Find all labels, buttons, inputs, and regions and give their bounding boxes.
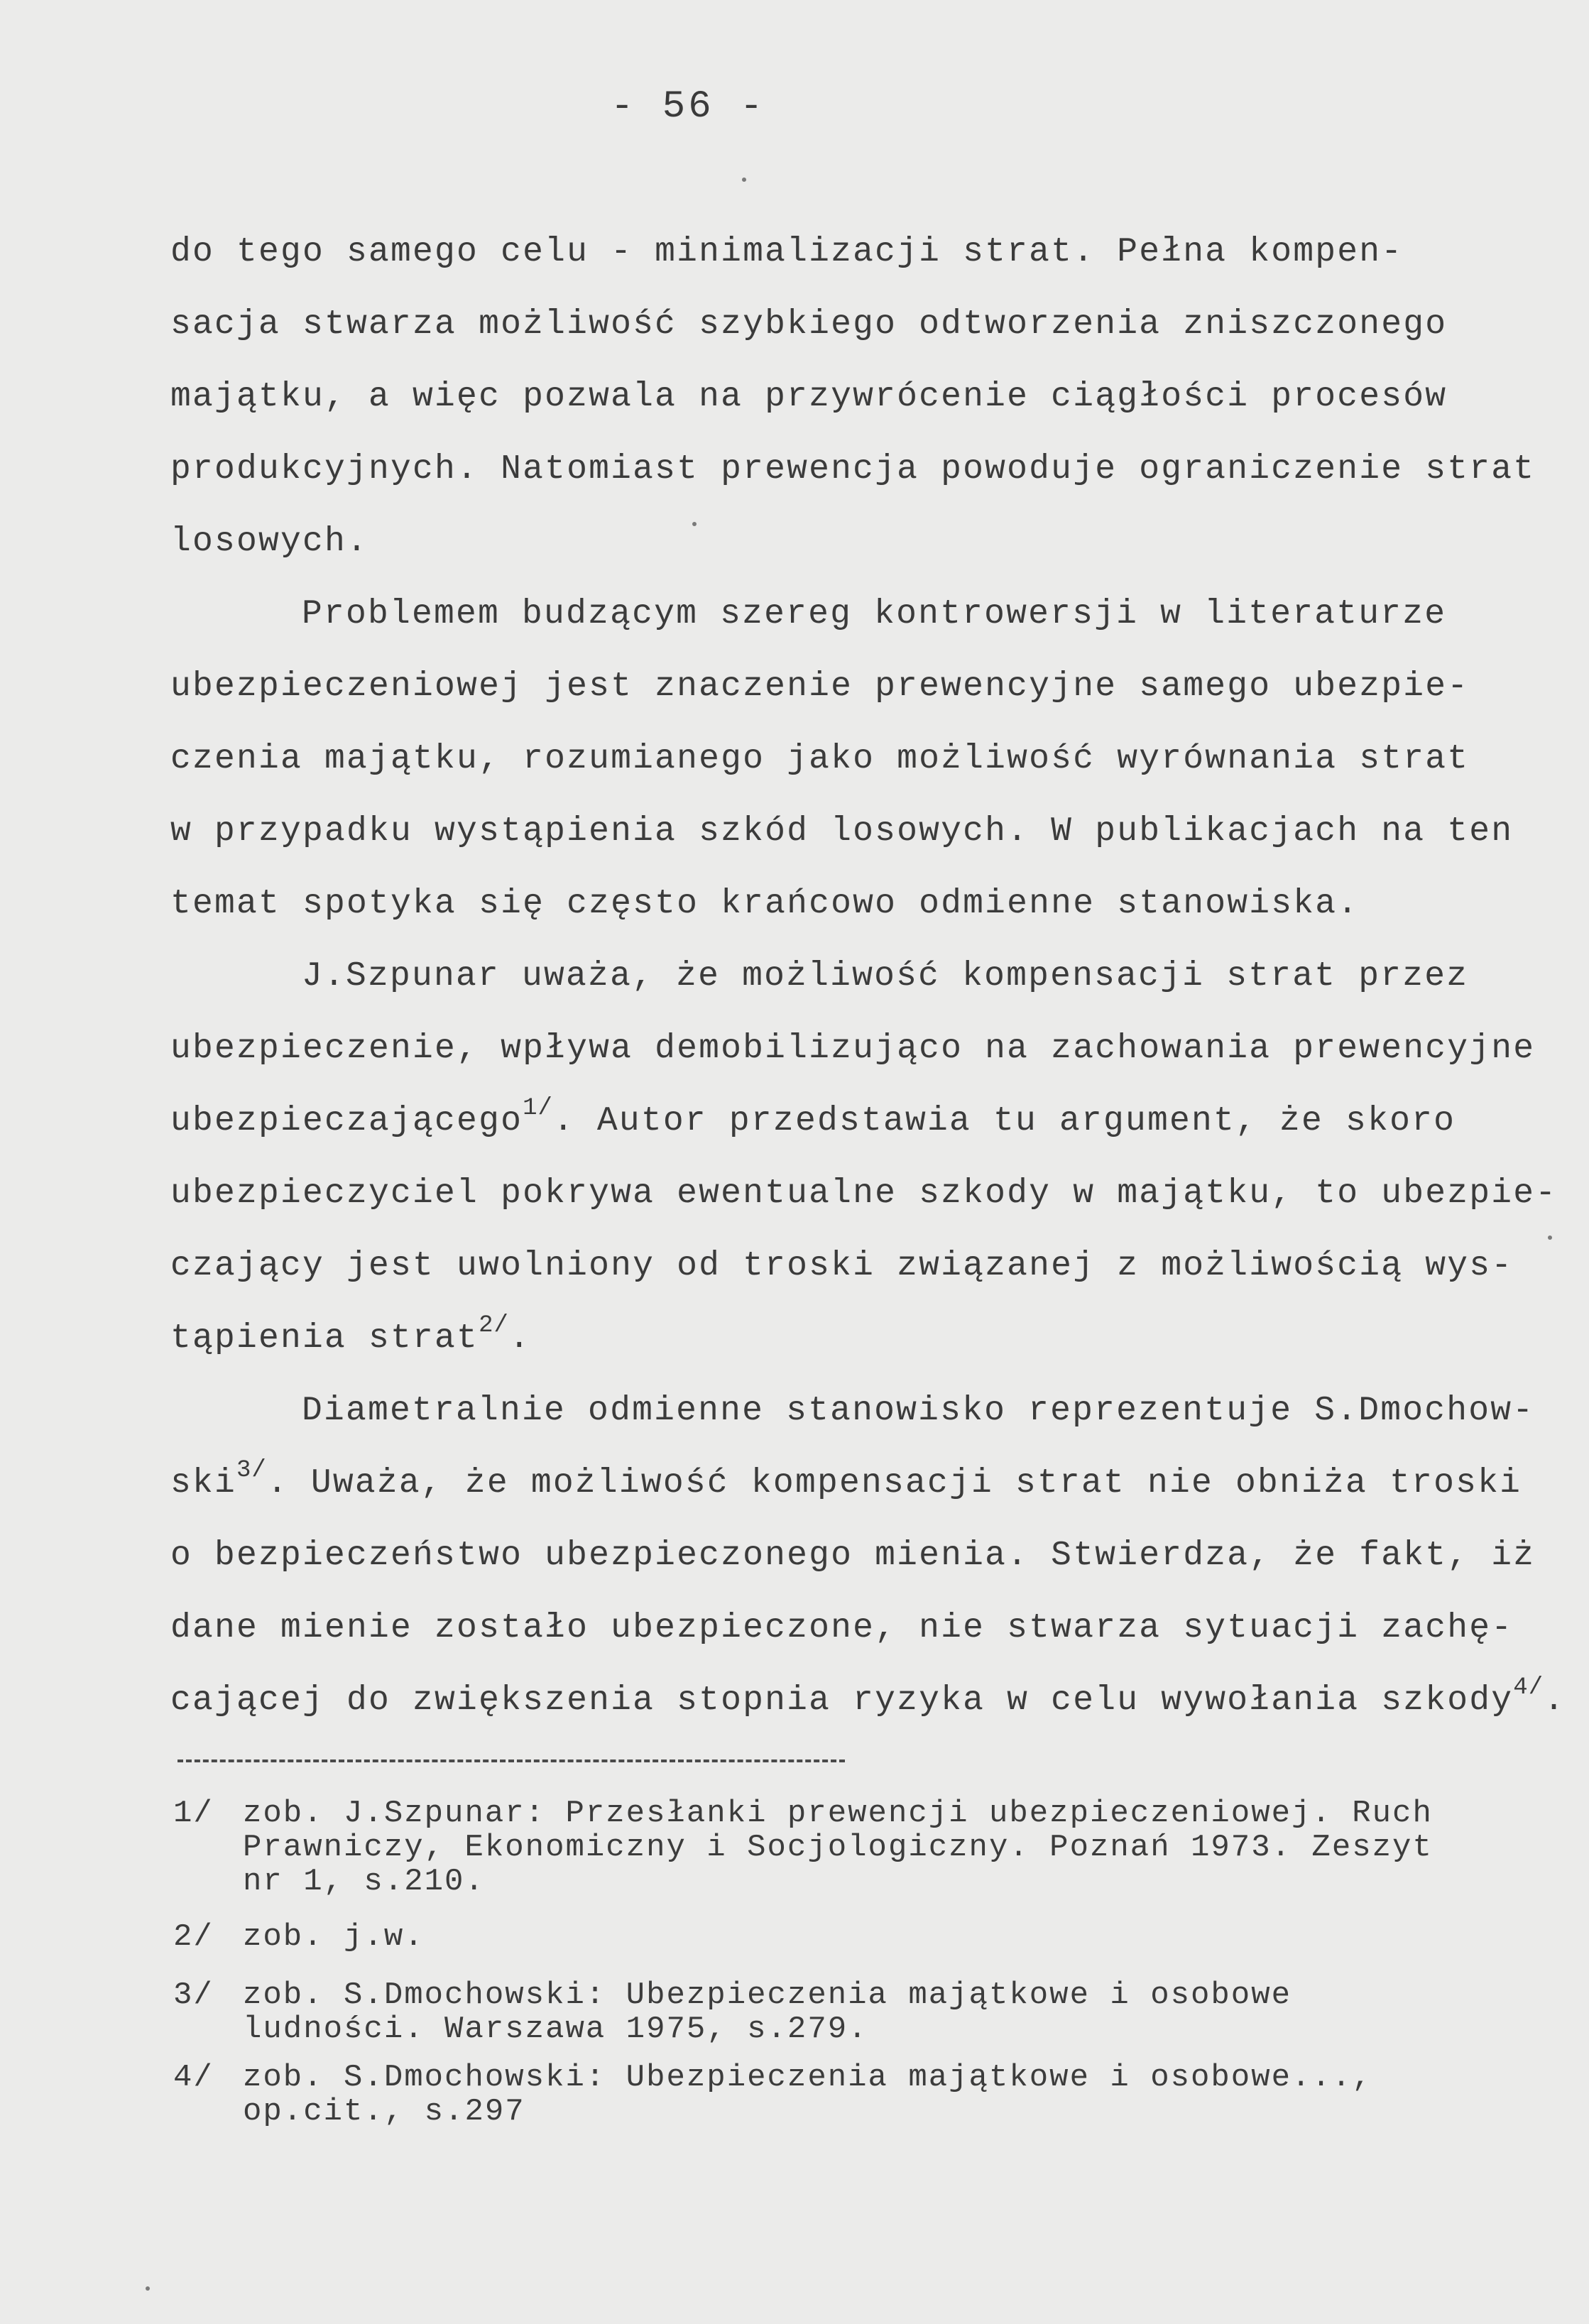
body-text: ski	[170, 1464, 237, 1502]
body-line: ubezpieczyciel pokrywa ewentualne szkody w majątku, to ubezpie-	[170, 1174, 1558, 1213]
body-line: Diametralnie odmienne stanowisko reprezentuje S.Dmochow-	[302, 1392, 1535, 1430]
footnote-1	[173, 1796, 1433, 1899]
footnote-ref-3: 3/	[236, 1457, 267, 1484]
footnote-mark: 1/	[173, 1796, 214, 1831]
footnote-text: zob. S.Dmochowski: Ubezpieczenia majątkowe i osobowe	[243, 1977, 1292, 2013]
footnote-text: ludności. Warszawa 1975, s.279.	[243, 2012, 868, 2047]
footnote-3	[173, 1978, 1292, 2046]
body-line: produkcyjnych. Natomiast prewencja powoduje ograniczenie strat	[170, 450, 1536, 489]
body-line: majątku, a więc pozwala na przywrócenie ciągłości procesów	[170, 378, 1448, 416]
page-number: - 56 -	[611, 85, 766, 129]
body-line-with-footnote	[170, 1457, 1522, 1502]
scan-speck	[1548, 1235, 1552, 1240]
body-line: dane mienie zostało ubezpieczone, nie stwarza sytuacji zachę-	[170, 1609, 1514, 1647]
footnote-text: Prawniczy, Ekonomiczny i Socjologiczny. Poznań 1973. Zeszyt	[243, 1830, 1433, 1865]
footnote-mark: 4/	[173, 2060, 214, 2095]
body-text: .	[508, 1319, 531, 1358]
body-line: J.Szpunar uważa, że możliwość kompensacji strat przez	[302, 957, 1469, 995]
body-text: . Autor przedstawia tu argument, że skoro	[552, 1102, 1456, 1140]
footnote-4	[173, 2061, 1372, 2129]
body-text: .	[1544, 1681, 1566, 1720]
scan-speck	[692, 522, 697, 526]
body-line: temat spotyka się często krańcowo odmienne stanowiska.	[170, 885, 1360, 923]
footnote-text: op.cit., s.297	[243, 2094, 525, 2129]
body-text: . Uważa, że możliwość kompensacji strat nie obniża troski	[266, 1464, 1522, 1502]
body-line: o bezpieczeństwo ubezpieczonego mienia. Stwierdza, że fakt, iż	[170, 1537, 1536, 1575]
scan-speck	[146, 2286, 150, 2291]
footnote-mark: 3/	[173, 1977, 214, 2013]
footnote-text: zob. S.Dmochowski: Ubezpieczenia majątkowe i osobowe...,	[243, 2060, 1372, 2095]
body-text: cającej do zwiększenia stopnia ryzyka w celu wywołania szkody	[170, 1681, 1514, 1720]
footnote-text: nr 1, s.210.	[243, 1864, 485, 1899]
body-line: w przypadku wystąpienia szkód losowych. W publikacjach na ten	[170, 812, 1514, 851]
body-line: czający jest uwolniony od troski związanej z możliwością wys-	[170, 1247, 1514, 1285]
body-text: tąpienia strat	[170, 1319, 479, 1358]
body-line-with-footnote	[170, 1674, 1566, 1720]
footnote-ref-4: 4/	[1513, 1674, 1544, 1701]
footnote-text: zob. j.w.	[243, 1919, 425, 1955]
body-line: sacja stwarza możliwość szybkiego odtworzenia zniszczonego	[170, 305, 1448, 344]
footnote-separator	[178, 1760, 845, 1762]
body-text: ubezpieczającego	[170, 1102, 523, 1140]
body-line: do tego samego celu - minimalizacji strat. Pełna kompen-	[170, 233, 1404, 271]
body-line: ubezpieczenie, wpływa demobilizująco na zachowania prewencyjne	[170, 1030, 1536, 1068]
footnote-text: zob. J.Szpunar: Przesłanki prewencji ubezpieczeniowej. Ruch	[243, 1796, 1433, 1831]
footnote-ref-2: 2/	[479, 1312, 509, 1339]
footnote-2	[173, 1920, 425, 1954]
body-line: czenia majątku, rozumianego jako możliwość wyrównania strat	[170, 740, 1470, 778]
body-line: losowych.	[170, 523, 369, 561]
body-line: Problemem budzącym szereg kontrowersji w literaturze	[302, 595, 1447, 633]
footnote-ref-1: 1/	[523, 1095, 553, 1122]
body-line: ubezpieczeniowej jest znaczenie prewencyjne samego ubezpie-	[170, 667, 1470, 706]
scan-speck	[742, 178, 746, 182]
footnote-mark: 2/	[173, 1919, 214, 1955]
body-line-with-footnote	[170, 1095, 1456, 1140]
body-line-with-footnote	[170, 1312, 531, 1358]
